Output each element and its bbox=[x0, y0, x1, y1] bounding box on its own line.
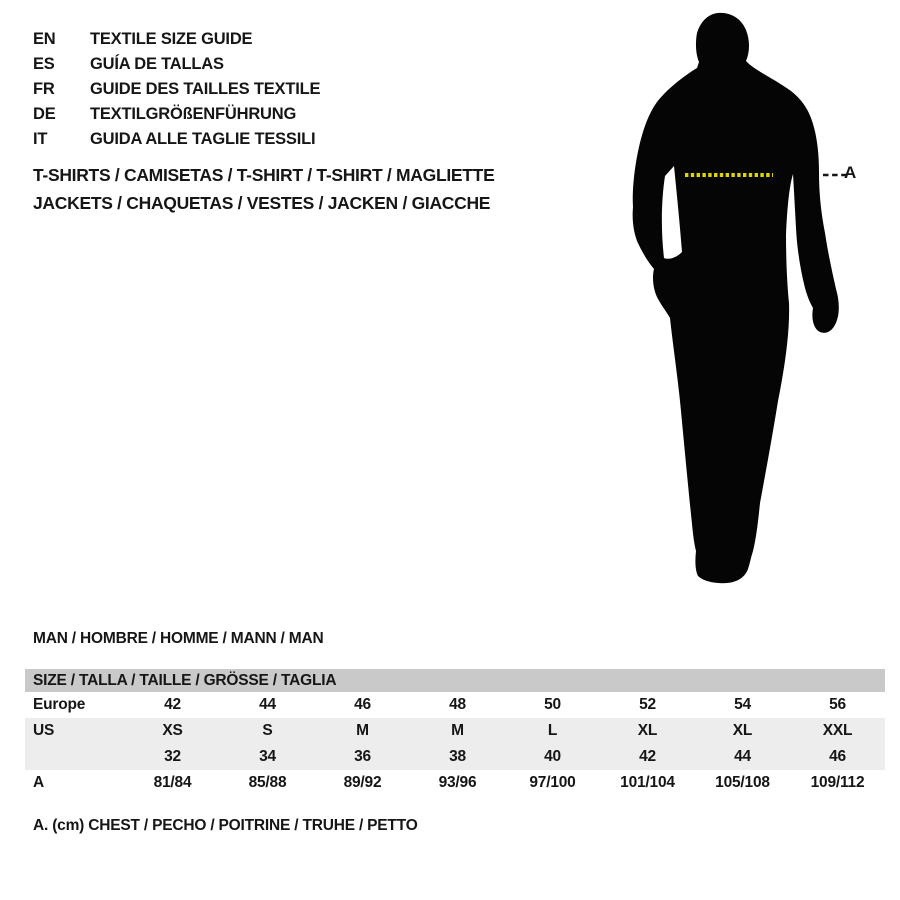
language-title: GUÍA DE TALLAS bbox=[90, 55, 224, 73]
size-cell: XS bbox=[162, 722, 183, 739]
size-table-header: SIZE / TALLA / TAILLE / GRÖSSE / TAGLIA bbox=[25, 669, 885, 692]
row-label: Europe bbox=[33, 696, 86, 713]
size-cell: 85/88 bbox=[248, 774, 287, 791]
size-cell: XL bbox=[732, 722, 753, 739]
size-cell: 89/92 bbox=[343, 774, 382, 791]
size-cell: 101/104 bbox=[620, 774, 675, 791]
size-cell: M bbox=[451, 722, 464, 739]
size-cell: 44 bbox=[734, 748, 751, 765]
language-title: GUIDA ALLE TAGLIE TESSILI bbox=[90, 130, 316, 148]
size-cell: 54 bbox=[734, 696, 751, 713]
language-row bbox=[33, 77, 320, 102]
category-line-tshirts: T-SHIRTS / CAMISETAS / T-SHIRT / T-SHIRT / MAGLIETTE bbox=[33, 165, 495, 185]
size-cell: XL bbox=[637, 722, 658, 739]
size-cell: 48 bbox=[449, 696, 466, 713]
size-cell: S bbox=[262, 722, 273, 739]
section-title-man: MAN / HOMBRE / HOMME / MANN / MAN bbox=[33, 630, 324, 647]
size-cell: L bbox=[547, 722, 558, 739]
size-cell: 40 bbox=[544, 748, 561, 765]
language-row bbox=[33, 27, 320, 52]
language-row bbox=[33, 102, 320, 127]
table-row-chest bbox=[25, 770, 885, 796]
table-row-numeric bbox=[25, 744, 885, 770]
row-label: US bbox=[33, 722, 55, 739]
language-row bbox=[33, 127, 320, 152]
language-row bbox=[33, 52, 320, 77]
language-code: FR bbox=[33, 80, 55, 98]
size-cell: 105/108 bbox=[715, 774, 770, 791]
language-list bbox=[33, 27, 320, 152]
man-silhouette-svg bbox=[600, 0, 900, 620]
category-titles bbox=[33, 161, 494, 217]
language-title: TEXTILE SIZE GUIDE bbox=[90, 30, 253, 48]
row-label bbox=[25, 744, 125, 770]
size-cell: 46 bbox=[354, 696, 371, 713]
size-cell: 93/96 bbox=[438, 774, 477, 791]
category-line-jackets: JACKETS / CHAQUETAS / VESTES / JACKEN / GIACCHE bbox=[33, 193, 491, 213]
size-cell: 44 bbox=[259, 696, 276, 713]
table-row-europe bbox=[25, 692, 885, 718]
size-cell: 50 bbox=[544, 696, 561, 713]
size-cell: 52 bbox=[639, 696, 656, 713]
size-cell: 109/112 bbox=[810, 774, 865, 791]
table-row-us bbox=[25, 718, 885, 744]
size-cell: M bbox=[356, 722, 369, 739]
size-cell: 56 bbox=[829, 696, 846, 713]
size-cell: 42 bbox=[639, 748, 656, 765]
size-cell: 38 bbox=[449, 748, 466, 765]
language-code: ES bbox=[33, 55, 55, 73]
man-silhouette-figure bbox=[600, 0, 900, 620]
size-cell: 46 bbox=[829, 748, 846, 765]
size-cell: 42 bbox=[164, 696, 181, 713]
size-cell: 81/84 bbox=[153, 774, 192, 791]
measurement-footnote: A. (cm) CHEST / PECHO / POITRINE / TRUHE / PETTO bbox=[33, 817, 418, 834]
row-label: A bbox=[33, 774, 44, 791]
size-cell: 97/100 bbox=[529, 774, 576, 791]
language-code: DE bbox=[33, 105, 56, 123]
size-cell: XXL bbox=[822, 722, 853, 739]
size-cell: 32 bbox=[164, 748, 181, 765]
measurement-label-a: A bbox=[844, 163, 857, 182]
size-table-grid bbox=[25, 692, 885, 796]
size-cell: 36 bbox=[354, 748, 371, 765]
language-code: IT bbox=[33, 130, 48, 148]
language-title: TEXTILGRÖßENFÜHRUNG bbox=[90, 105, 297, 123]
language-title: GUIDE DES TAILLES TEXTILE bbox=[90, 80, 321, 98]
language-code: EN bbox=[33, 30, 56, 48]
size-table bbox=[25, 669, 885, 796]
size-cell: 34 bbox=[259, 748, 276, 765]
man-silhouette bbox=[633, 13, 839, 583]
